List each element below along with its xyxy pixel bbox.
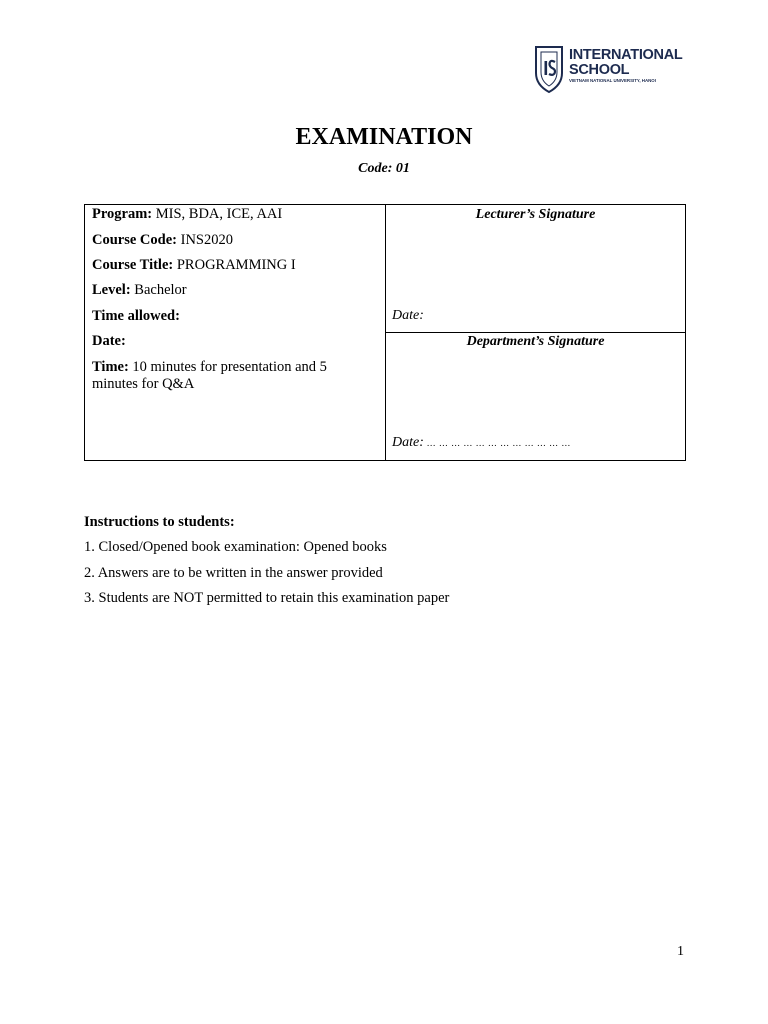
page-title: EXAMINATION	[295, 124, 473, 150]
level-value: Bachelor	[130, 282, 187, 298]
instructions-title: Instructions to students:	[84, 514, 235, 530]
shield-logo-icon	[533, 43, 567, 95]
instruction-item-3: 3. Students are NOT permitted to retain this examination paper	[84, 590, 450, 606]
course-code-field	[92, 232, 372, 249]
logo-line-1: INTERNATIONAL	[569, 47, 683, 63]
time-value: 10 minutes for presentation and 5 minutes for Q&A	[92, 359, 327, 392]
department-date-dots: … … … … … … … … … … … …	[423, 438, 571, 448]
course-title-value: PROGRAMMING I	[173, 257, 296, 273]
instruction-item-1: 1. Closed/Opened book examination: Opened books	[84, 539, 387, 555]
program-value: MIS, BDA, ICE, AAI	[152, 206, 283, 222]
time-allowed-label: Time allowed:	[92, 308, 180, 324]
time-field	[92, 359, 352, 393]
instruction-item-2: 2. Answers are to be written in the answer provided	[84, 565, 383, 581]
page-number: 1	[677, 944, 684, 959]
logo-line-2: SCHOOL	[569, 62, 630, 78]
date-field	[92, 333, 372, 350]
table-divider-horizontal	[385, 332, 685, 333]
course-title-label: Course Title:	[92, 257, 174, 273]
department-date-line	[392, 435, 571, 451]
course-code-label: Course Code:	[92, 232, 177, 248]
department-signature-heading: Department’s Signature	[466, 334, 605, 349]
time-allowed-field	[92, 308, 372, 325]
program-label: Program:	[92, 206, 153, 222]
lecturer-date-label: Date:	[392, 308, 424, 323]
level-field	[92, 282, 372, 299]
logo-line-3: VIETNAM NATIONAL UNIVERSITY, HANOI	[569, 78, 656, 83]
program-field	[92, 206, 372, 223]
exam-code: Code: 01	[358, 161, 410, 176]
exam-info-table	[84, 204, 686, 461]
date-label: Date:	[92, 333, 126, 349]
lecturer-signature-heading: Lecturer’s Signature	[475, 207, 596, 222]
level-label: Level:	[92, 282, 131, 298]
time-label: Time:	[92, 359, 129, 375]
course-code-value: INS2020	[176, 232, 233, 248]
school-logo	[533, 43, 693, 95]
course-title-field	[92, 257, 372, 274]
department-date-label: Date:	[392, 435, 424, 450]
